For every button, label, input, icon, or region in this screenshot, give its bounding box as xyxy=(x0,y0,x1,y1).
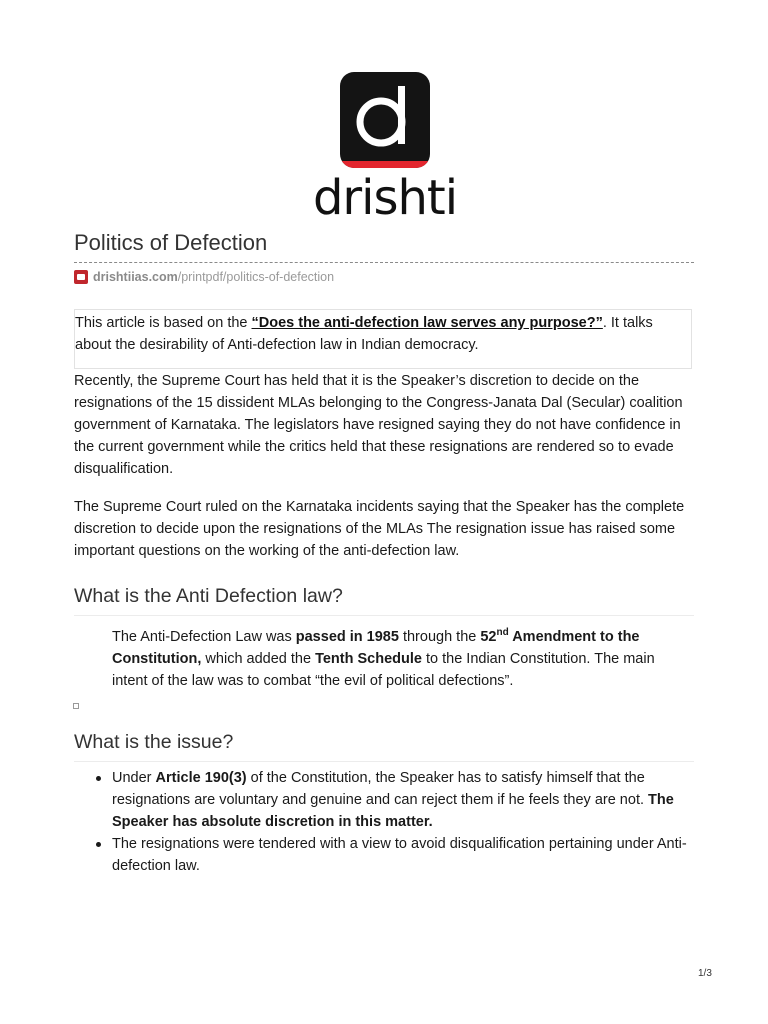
quote-text-1: The Anti-Defection Law was xyxy=(112,628,296,645)
bullet-icon xyxy=(96,842,101,847)
quote-bold-4: Tenth Schedule xyxy=(315,650,422,667)
source-url[interactable] xyxy=(74,269,334,285)
source-path: /printpdf/politics-of-defection xyxy=(177,270,335,284)
anti-defection-blockquote xyxy=(112,622,692,692)
item2-text: The resignations were tendered with a view to avoid disqualification pertaining under Anti-defection law. xyxy=(112,836,687,874)
quote-text-3: which added the xyxy=(201,650,316,667)
paragraph-2: The Supreme Court ruled on the Karnataka incidents saying that the Speaker has the complete discretion to decide upon the resignations of the MLAs The resignation issue has raised some important questions on the working of the anti-defection law. xyxy=(74,499,685,559)
item1-bold-1: Article 190(3) xyxy=(155,770,247,786)
source-domain: drishtiias.com xyxy=(93,270,178,284)
list-item xyxy=(74,833,694,877)
quote-text-4: to the Indian Constitution. The main intent of the law was to combat “the evil of political defections”. xyxy=(112,650,655,689)
section-heading-issue: What is the issue? xyxy=(74,729,694,762)
favicon-icon xyxy=(74,270,88,284)
broken-image-icon xyxy=(73,703,79,709)
intro-prefix: This article is based on the xyxy=(75,315,252,331)
logo-mark-icon xyxy=(340,72,430,168)
quote-bold-2: 52 xyxy=(480,628,497,645)
list-item xyxy=(74,767,694,833)
page-number: 1/3 xyxy=(698,968,712,979)
bullet-icon xyxy=(96,776,101,781)
title-divider xyxy=(74,262,694,263)
quote-sup: nd xyxy=(496,627,509,638)
issue-list xyxy=(74,767,694,877)
quote-text-2: through the xyxy=(398,628,481,645)
article-link[interactable]: “Does the anti-defection law serves any purpose?” xyxy=(251,315,603,331)
page-title: Politics of Defection xyxy=(74,230,268,255)
paragraph-1: Recently, the Supreme Court has held that it is the Speaker’s discretion to decide on the resignations of the 15 dissident MLAs belonging to the Congress-Janata Dal (Secular) coalition government of Karnataka. The legislators have resigned saying they do not have confidence in the current government while the critics held that these resignations are rendered so to evade disqualification. xyxy=(74,373,683,477)
item1-text-2: of the Constitution, the Speaker has to satisfy himself that the resignations are voluntary and genuine and can reject them if he feels they are not. xyxy=(112,770,649,808)
intro-box xyxy=(74,309,692,369)
section-heading-anti-defection: What is the Anti Defection law? xyxy=(74,583,694,616)
quote-bold-1: passed in 1985 xyxy=(295,628,399,645)
logo-wordmark: drishti xyxy=(312,170,458,226)
intro-suffix: . It talks about the desirability of Anti-defection law in Indian democracy. xyxy=(75,315,653,353)
item1-bold-2: The Speaker has absolute discretion in this matter. xyxy=(112,792,674,830)
quote-bold-3: Amendment to the Constitution, xyxy=(112,628,640,667)
item1-text-1: Under xyxy=(112,770,156,786)
drishti-logo xyxy=(311,72,459,224)
